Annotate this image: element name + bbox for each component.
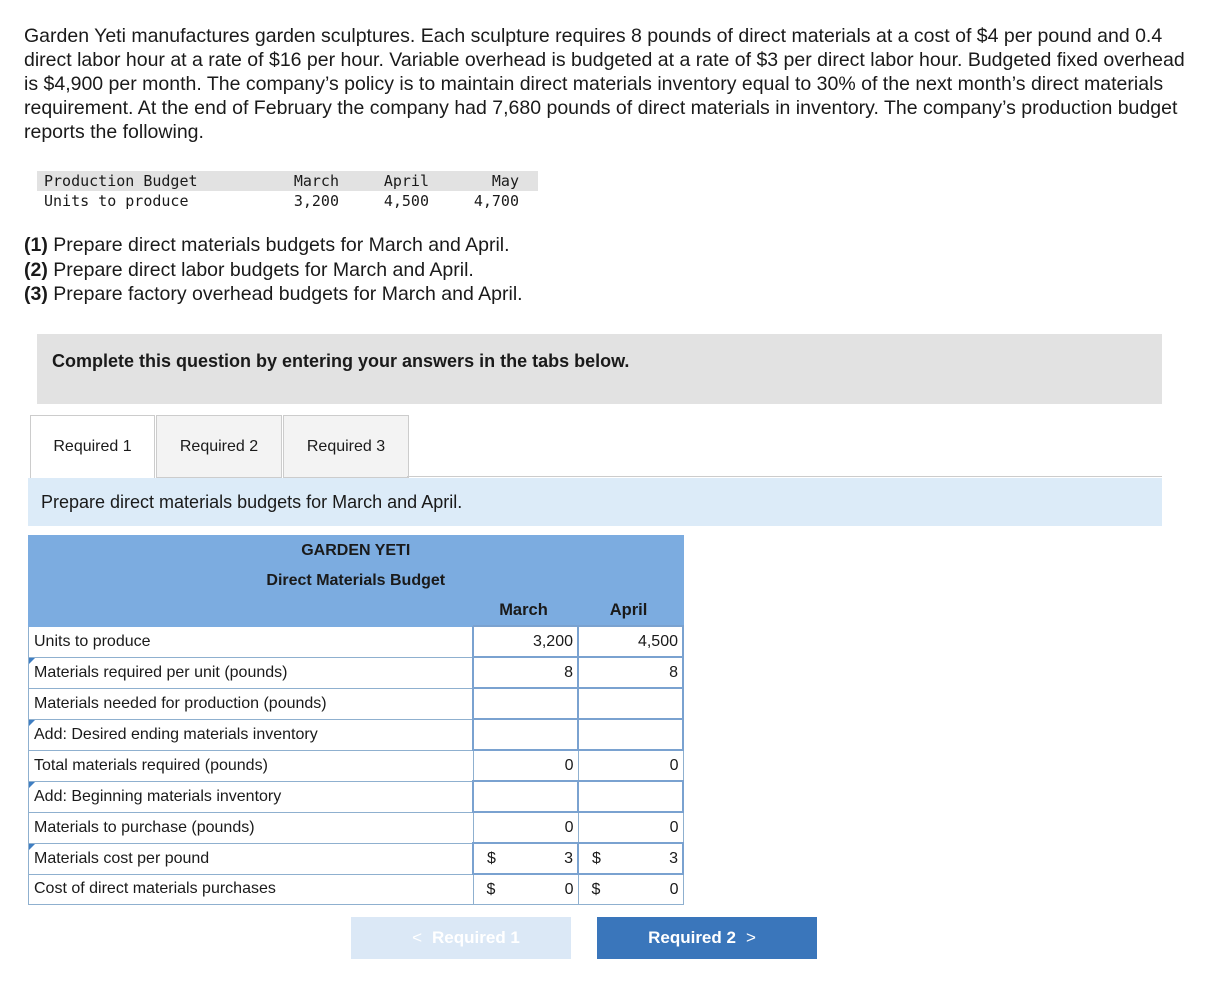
requirement-text: Prepare factory overhead budgets for March and April. <box>47 283 523 305</box>
row-label-text: Add: Desired ending materials inventory <box>34 725 318 743</box>
cost-purchases-april <box>578 874 683 905</box>
budget-title-row <box>29 566 684 596</box>
dropdown-marker-icon <box>29 720 35 726</box>
units-may: 4,700 <box>473 192 519 210</box>
previous-button-label: Required 1 <box>432 928 520 947</box>
currency-symbol: $ <box>487 850 496 867</box>
tab-divider <box>407 476 1162 477</box>
company-name: GARDEN YETI <box>29 536 684 566</box>
needed-april-input[interactable] <box>578 688 683 719</box>
cell-value: 3 <box>669 849 678 867</box>
cost-purchases-march <box>473 874 578 905</box>
row-label-dropdown[interactable] <box>29 843 474 874</box>
units-april: 4,500 <box>383 192 429 210</box>
ending-inventory-march-input[interactable] <box>473 719 578 750</box>
chevron-left-icon: < <box>412 928 423 947</box>
direct-materials-budget-table <box>28 535 684 905</box>
cell-value: 3 <box>564 849 573 867</box>
cell-value: 0 <box>669 880 679 898</box>
production-budget-table <box>37 171 538 211</box>
beginning-inventory-march-input[interactable] <box>473 781 578 812</box>
row-label-dropdown[interactable] <box>29 781 474 812</box>
needed-march-input[interactable] <box>473 688 578 719</box>
header-may: May <box>429 171 538 191</box>
tab-instruction <box>28 478 1162 526</box>
table-row <box>29 874 684 905</box>
budget-column-header-row <box>29 596 684 627</box>
requirement-text: Prepare direct materials budgets for March and April. <box>47 234 510 256</box>
row-label-dropdown[interactable] <box>29 657 474 688</box>
table-row <box>29 750 684 781</box>
table-row <box>29 843 684 874</box>
tab-required-3[interactable]: Required 3 <box>283 415 409 478</box>
purchase-pounds-april: 0 <box>578 812 683 843</box>
next-button-label: Required 2 <box>648 928 736 947</box>
dropdown-marker-icon <box>29 782 35 788</box>
units-march: 3,200 <box>293 192 339 210</box>
total-required-april: 0 <box>578 750 683 781</box>
previous-required-button[interactable] <box>351 917 571 959</box>
requirement-2 <box>24 258 523 283</box>
tab-required-1[interactable]: Required 1 <box>30 415 155 479</box>
table-row <box>29 626 684 657</box>
cell-value: 0 <box>564 880 574 898</box>
instructions-banner <box>37 334 1162 404</box>
requirement-3 <box>24 282 523 307</box>
dropdown-marker-icon <box>29 844 35 850</box>
requirement-text: Prepare direct labor budgets for March and April. <box>47 258 474 281</box>
row-label: Cost of direct materials purchases <box>29 874 474 905</box>
row-label-text: Add: Beginning materials inventory <box>34 787 282 805</box>
requirement-number: (2) <box>24 258 48 281</box>
header-march: March <box>274 171 339 191</box>
column-header-april: April <box>578 596 683 627</box>
table-row <box>29 719 684 750</box>
row-label: Units to produce <box>44 192 189 210</box>
requirement-number: (1) <box>24 234 48 256</box>
problem-text: Garden Yeti manufactures garden sculptures. Each sculpture requires 8 pounds of direct materials at a cost of $4 per pound and 0.4 direct labor hour at a rate of $16 per hour. Variable overhead is budgeted at a rate of $3 per direct labor hour. Budgeted fixed overhead is $4,900 per month. The company’s policy is to maintain direct materials inventory equal to 30% of the next month’s direct materials requirement. At the end of February the company had 7,680 pounds of direct materials in inventory. The company’s production budget reports the following. <box>24 25 1185 143</box>
header-label: Production Budget <box>37 171 274 191</box>
row-label: Materials to purchase (pounds) <box>29 812 474 843</box>
budget-company-row <box>29 536 684 566</box>
production-budget-row <box>37 191 538 211</box>
column-header-blank <box>29 596 474 627</box>
beginning-inventory-april-input[interactable] <box>578 781 683 812</box>
cost-per-pound-april-input[interactable] <box>578 843 683 874</box>
header-april: April <box>339 171 429 191</box>
per-unit-march-input[interactable]: 8 <box>473 657 578 688</box>
currency-symbol: $ <box>591 881 601 898</box>
currency-symbol: $ <box>592 850 601 867</box>
dropdown-marker-icon <box>29 658 35 664</box>
row-label: Materials needed for production (pounds) <box>29 688 474 719</box>
per-unit-april-input[interactable]: 8 <box>578 657 683 688</box>
row-label: Total materials required (pounds) <box>29 750 474 781</box>
budget-title: Direct Materials Budget <box>29 566 684 596</box>
units-april-input[interactable]: 4,500 <box>578 626 683 657</box>
row-label-text: Materials required per unit (pounds) <box>34 663 288 681</box>
instruction-text: Prepare direct materials budgets for March and April. <box>41 492 463 512</box>
units-march-input[interactable]: 3,200 <box>473 626 578 657</box>
chevron-right-icon: > <box>745 928 756 947</box>
table-row <box>29 812 684 843</box>
requirement-1 <box>24 233 523 258</box>
requirement-number: (3) <box>24 283 48 305</box>
table-row <box>29 781 684 812</box>
problem-statement <box>24 24 1194 144</box>
production-budget-header <box>37 171 538 191</box>
purchase-pounds-march: 0 <box>473 812 578 843</box>
row-label-dropdown[interactable] <box>29 719 474 750</box>
next-required-button[interactable] <box>597 917 817 959</box>
total-required-march: 0 <box>473 750 578 781</box>
requirements-list <box>24 233 523 307</box>
cost-per-pound-march-input[interactable] <box>473 843 578 874</box>
currency-symbol: $ <box>486 881 496 898</box>
row-label-text: Materials cost per pound <box>34 849 210 867</box>
column-header-march: March <box>473 596 578 627</box>
banner-text: Complete this question by entering your answers in the tabs below. <box>52 351 630 371</box>
table-row <box>29 657 684 688</box>
table-row <box>29 688 684 719</box>
row-label: Units to produce <box>29 626 474 657</box>
ending-inventory-april-input[interactable] <box>578 719 683 750</box>
tab-required-2[interactable]: Required 2 <box>156 415 282 478</box>
